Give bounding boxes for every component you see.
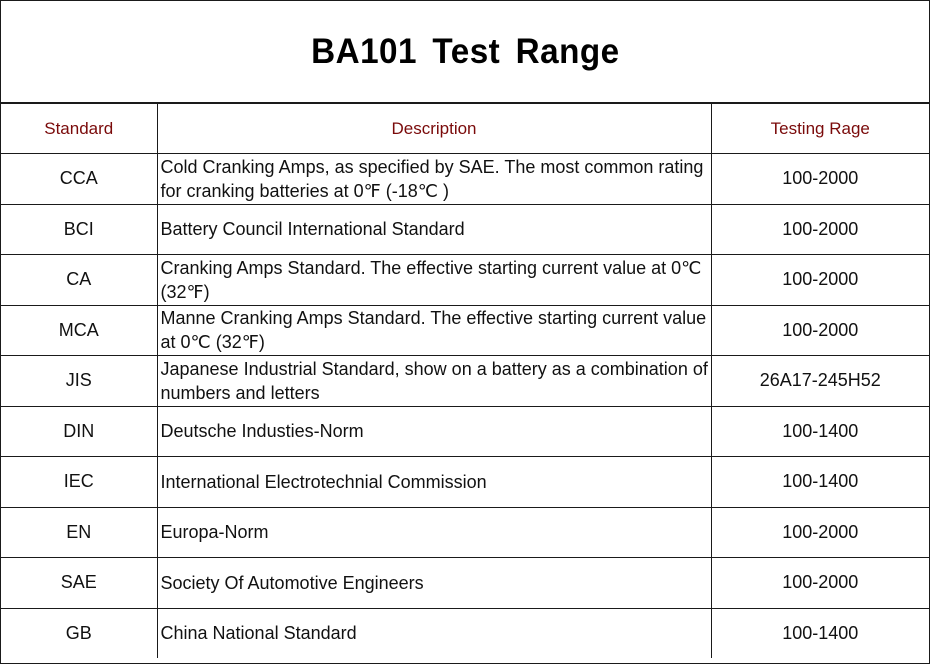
header-description: Description [157,104,711,154]
table-row [1,204,929,255]
range-cell: 100-2000 [711,558,929,609]
description-cell: International Electrotechnial Commission [157,457,711,508]
range-cell: 100-2000 [711,154,929,205]
table-row [1,356,929,407]
description-cell: Battery Council International Standard [157,204,711,255]
range-cell: 100-2000 [711,507,929,558]
description-cell: Cranking Amps Standard. The effective starting current value at 0℃ (32℉) [157,255,711,306]
table-row [1,507,929,558]
range-cell: 100-1400 [711,406,929,457]
table-row [1,608,929,658]
range-cell: 100-2000 [711,204,929,255]
range-cell: 100-1400 [711,608,929,658]
description-cell: Deutsche Industies-Norm [157,406,711,457]
standard-cell: CCA [1,154,157,205]
standard-cell: DIN [1,406,157,457]
standard-cell: JIS [1,356,157,407]
description-cell: Society Of Automotive Engineers [157,558,711,609]
standard-cell: SAE [1,558,157,609]
header-testing-range: Testing Rage [711,104,929,154]
table-header-row [1,104,929,154]
title-band [1,1,929,104]
range-cell: 100-2000 [711,305,929,356]
standard-cell: BCI [1,204,157,255]
standard-cell: CA [1,255,157,306]
range-cell: 100-2000 [711,255,929,306]
description-cell: Manne Cranking Amps Standard. The effective starting current value at 0℃ (32℉) [157,305,711,356]
description-cell: Japanese Industrial Standard, show on a battery as a combination of numbers and letters [157,356,711,407]
table-row [1,255,929,306]
header-standard: Standard [1,104,157,154]
table-row [1,558,929,609]
range-cell: 100-1400 [711,457,929,508]
table-row [1,305,929,356]
table-row [1,154,929,205]
description-cell: Cold Cranking Amps, as specified by SAE. The most common rating for cranking batteries at 0℉ (-18℃ ) [157,154,711,205]
table-row [1,406,929,457]
table-row [1,457,929,508]
standard-cell: IEC [1,457,157,508]
test-range-table [1,104,929,658]
range-cell: 26A17-245H52 [711,356,929,407]
description-cell: China National Standard [157,608,711,658]
standard-cell: MCA [1,305,157,356]
description-cell: Europa-Norm [157,507,711,558]
standard-cell: EN [1,507,157,558]
standard-cell: GB [1,608,157,658]
page-title: BA101 Test Range [310,31,620,71]
